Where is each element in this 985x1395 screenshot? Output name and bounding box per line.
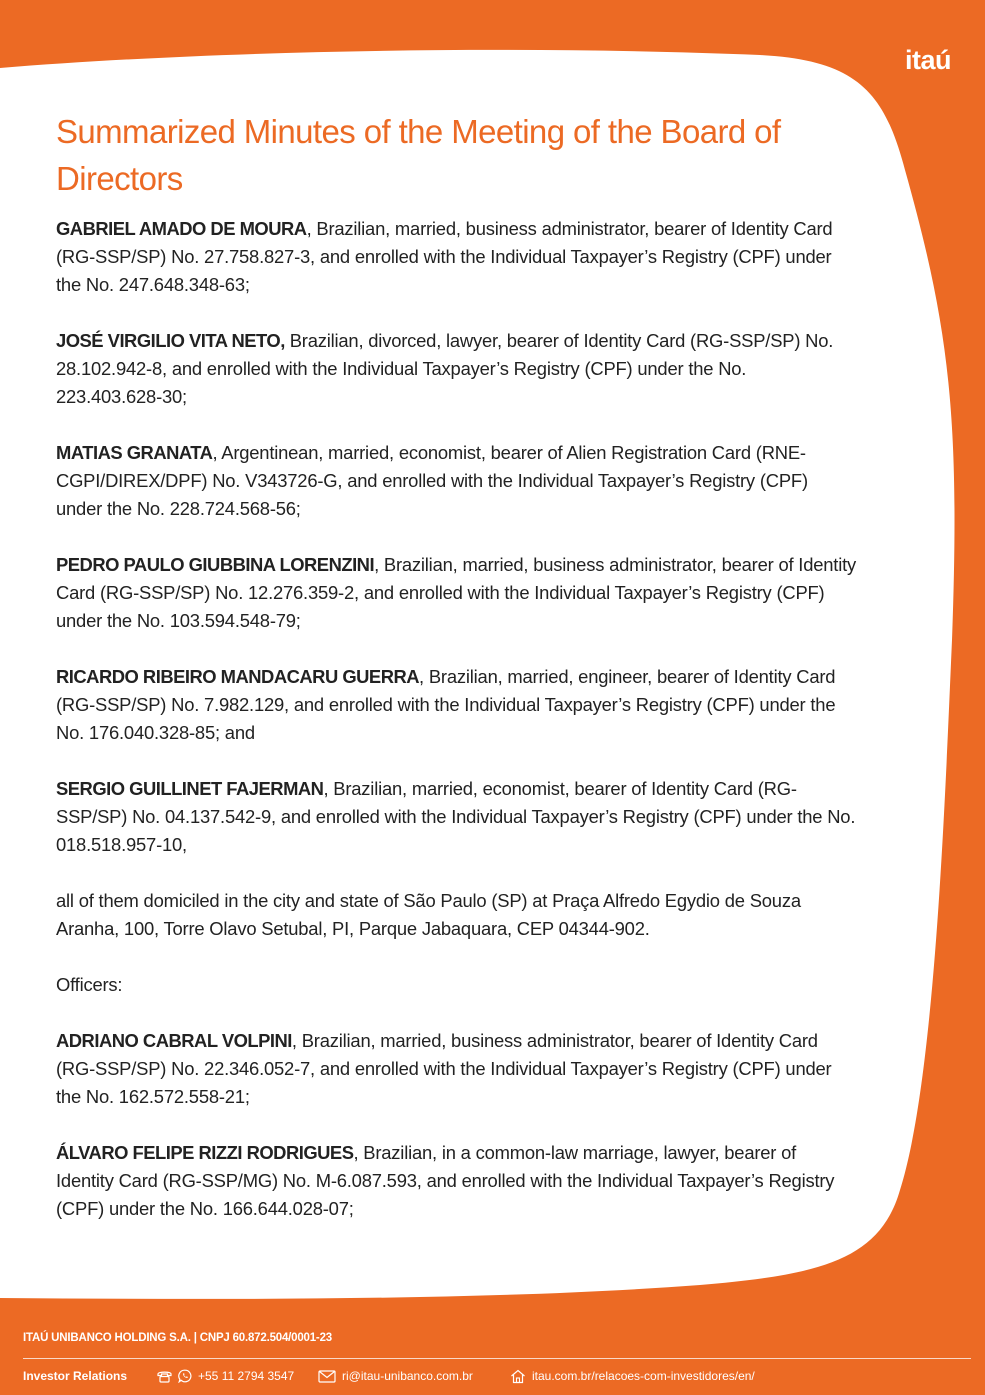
footer-website[interactable] (510, 1367, 755, 1385)
footer-divider (23, 1358, 971, 1359)
director-details: , Argentinean, married, economist, bearer of Alien Registration Card (RNE-CGPI/DIREX/DPF) No. V343726-G, and enrolled with the Individual Taxpayer’s Registry (CPF) under the No. 228.724.568-56; (56, 442, 808, 519)
director-name: SERGIO GUILLINET FAJERMAN (56, 778, 324, 799)
officers-heading: Officers: (56, 974, 123, 995)
phone-number: +55 11 2794 3547 (198, 1369, 295, 1383)
officer-name: ÁLVARO FELIPE RIZZI RODRIGUES (56, 1142, 354, 1163)
director-details: , Brazilian, married, engineer, bearer of Identity Card (RG-SSP/SP) No. 7.982.129, and enrolled with the Individual Taxpayer’s Registry (CPF) under the No. 176.040.328-85; and (56, 666, 836, 743)
officer-name: ADRIANO CABRAL VOLPINI (56, 1030, 292, 1051)
whatsapp-icon (178, 1369, 192, 1383)
home-icon (510, 1369, 526, 1384)
footer-company-info: ITAÚ UNIBANCO HOLDING S.A. | CNPJ 60.872.504/0001-23 (23, 1332, 332, 1344)
officer-details: , Brazilian, married, business administrator, bearer of Identity Card (RG-SSP/SP) No. 22.346.052-7, and enrolled with the Individual Taxpayer’s Registry (CPF) under the No. 162.572.558-21; (56, 1030, 832, 1107)
email-address: ri@itau-unibanco.com.br (342, 1369, 473, 1383)
footer-phone[interactable] (157, 1367, 294, 1385)
director-name: RICARDO RIBEIRO MANDACARU GUERRA (56, 666, 420, 687)
director-entry (56, 551, 856, 635)
footer-investor-relations (23, 1367, 127, 1385)
footer-email[interactable] (318, 1367, 473, 1385)
director-entry (56, 775, 856, 859)
domicile-paragraph: all of them domiciled in the city and state of São Paulo (SP) at Praça Alfredo Egydio de Souza Aranha, 100, Torre Olavo Setubal, PI, Parque Jabaquara, CEP 04344-902. (56, 890, 801, 939)
director-details: , Brazilian, married, economist, bearer of Identity Card (RG-SSP/SP) No. 04.137.542-9, and enrolled with the Individual Taxpayer’s Registry (CPF) under the No. 018.518.957-10, (56, 778, 856, 855)
director-details: Brazilian, divorced, lawyer, bearer of Identity Card (RG-SSP/SP) No. 28.102.942-8, and enrolled with the Individual Taxpayer’s Registry (CPF) under the No. 223.403.628-30; (56, 330, 834, 407)
director-entry (56, 439, 856, 523)
director-name: GABRIEL AMADO DE MOURA (56, 218, 307, 239)
investor-relations-label: Investor Relations (23, 1369, 128, 1383)
officer-details: , Brazilian, in a common-law marriage, lawyer, bearer of Identity Card (RG-SSP/MG) No. M-6.087.593, and enrolled with the Individual Taxpayer’s Registry (CPF) under the No. 166.644.028-07; (56, 1142, 835, 1219)
director-details: , Brazilian, married, business administrator, bearer of Identity Card (RG-SSP/SP) No. 12.276.359-2, and enrolled with the Individual Taxpayer’s Registry (CPF) under the No. 103.594.548-79; (56, 554, 857, 631)
director-name: MATIAS GRANATA (56, 442, 213, 463)
director-entry (56, 663, 856, 747)
phone-icon (157, 1370, 172, 1383)
page-title: Summarized Minutes of the Meeting of the Board of Directors (56, 113, 781, 197)
director-name: JOSÉ VIRGILIO VITA NETO, (56, 330, 285, 351)
director-name: PEDRO PAULO GIUBBINA LORENZINI (56, 554, 375, 575)
document-body (56, 215, 856, 1251)
envelope-icon (318, 1370, 336, 1383)
director-details: , Brazilian, married, business administrator, bearer of Identity Card (RG-SSP/SP) No. 27.758.827-3, and enrolled with the Individual Taxpayer’s Registry (CPF) under the No. 247.648.348-63; (56, 218, 833, 295)
website-url: itau.com.br/relacoes-com-investidores/en/ (532, 1369, 755, 1383)
director-entry (56, 327, 856, 411)
director-entry (56, 215, 856, 299)
officer-entry (56, 1139, 856, 1223)
itau-logo: itaú (895, 29, 961, 91)
officer-entry (56, 1027, 856, 1111)
